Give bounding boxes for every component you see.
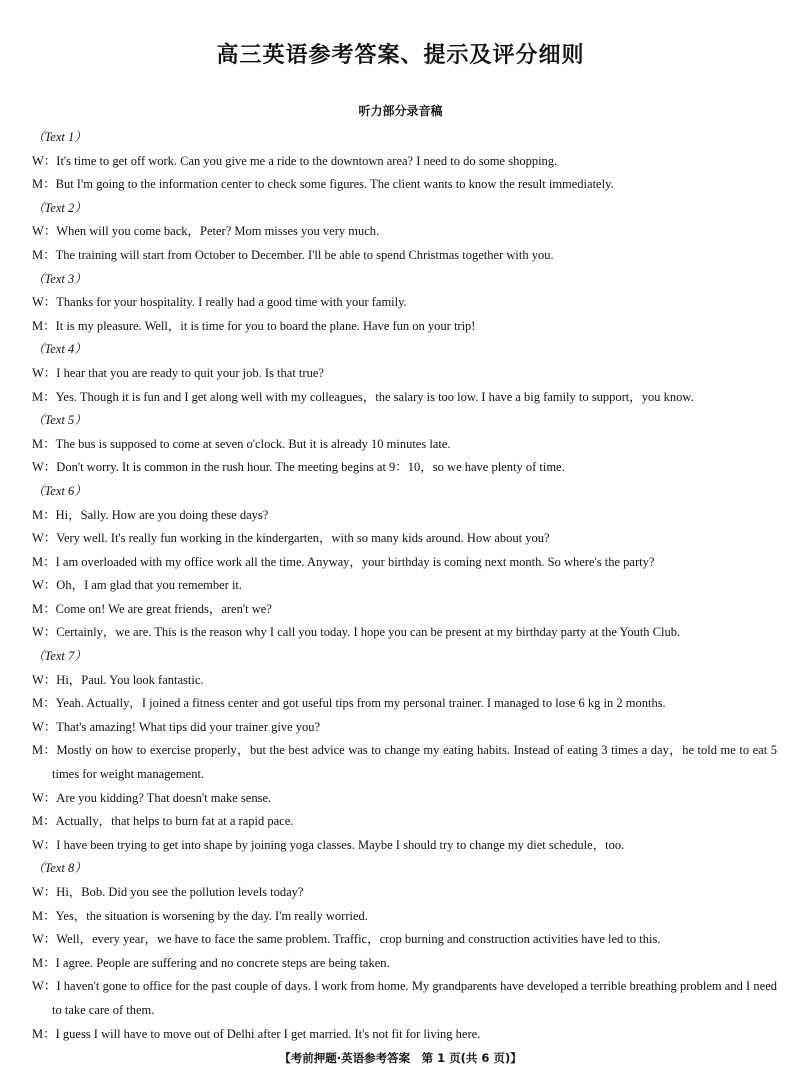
text-label: （Text 6） bbox=[32, 483, 87, 498]
text-label: （Text 3） bbox=[32, 271, 87, 286]
dialog-line: M：I am overloaded with my office work all the time. Anyway，your birthday is coming next month. So where's the party? bbox=[32, 554, 655, 569]
dialog-line: M：The bus is supposed to come at seven o'clock. But it is already 10 minutes late. bbox=[32, 436, 451, 451]
dialog-line: W：Very well. It's really fun working in the kindergarten，with so many kids around. How about you? bbox=[32, 531, 550, 546]
dialog-line: W：Well，every year，we have to face the same problem. Traffic，crop burning and construction activities have led to this. bbox=[32, 932, 661, 947]
dialog-line: M：Yeah. Actually，I joined a fitness center and got useful tips from my personal trainer. I managed to lose 6 kg in 2 months. bbox=[32, 696, 666, 711]
dialog-line: M：Yes，the situation is worsening by the day. I'm really worried. bbox=[32, 908, 368, 923]
dialog-line: W：Hi，Paul. You look fantastic. bbox=[32, 672, 204, 687]
text-label: （Text 2） bbox=[32, 200, 87, 215]
dialog-line: W：When will you come back，Peter? Mom misses you very much. bbox=[32, 224, 380, 239]
dialog-line: W：Don't worry. It is common in the rush hour. The meeting begins at 9：10，so we have plenty of time. bbox=[32, 460, 565, 475]
text-label: （Text 8） bbox=[32, 861, 87, 876]
dialog-line: W：That's amazing! What tips did your trainer give you? bbox=[32, 719, 321, 734]
text-label: （Text 1） bbox=[32, 130, 87, 144]
section-subtitle: 听力部分录音稿 bbox=[358, 104, 443, 118]
text-label: （Text 7） bbox=[32, 649, 87, 664]
dialog-line: W：I have been trying to get into shape by joining yoga classes. Maybe I should try to change my diet schedule，too. bbox=[32, 837, 625, 852]
dialog-line: W：I hear that you are ready to quit your job. Is that true? bbox=[32, 365, 324, 380]
text-label: （Text 5） bbox=[32, 413, 87, 428]
dialog-line: M：Come on! We are great friends，aren't we? bbox=[32, 601, 272, 616]
dialog-line: M：The training will start from October to December. I'll be able to spend Christmas together with you. bbox=[32, 247, 554, 262]
dialog-line: W：Certainly，we are. This is the reason why I call you today. I hope you can be present at my birthday party at the Youth Club. bbox=[32, 625, 681, 640]
dialog-line: W：Oh，I am glad that you remember it. bbox=[32, 578, 243, 593]
transcript-body bbox=[32, 126, 777, 1046]
dialog-line: W：Hi，Bob. Did you see the pollution levels today? bbox=[32, 885, 304, 899]
page-footer: 【考前押题·英语参考答案 第 1 页(共 6 页)】 bbox=[279, 1051, 522, 1065]
dialog-line: M：Mostly on how to exercise properly，but the best advice was to change my eating habits. Instead of eating 3 times a day，he told me to eat 5 times for weight management. bbox=[32, 743, 777, 782]
dialog-line: W：I haven't gone to office for the past couple of days. I work from home. My grandparents have developed a terrible breathing problem and I need to take care of them. bbox=[32, 979, 777, 1017]
document-title: 高三英语参考答案、提示及评分细则 bbox=[216, 43, 585, 68]
dialog-line: M：I guess I will have to move out of Delhi after I get married. It's not fit for living here. bbox=[32, 1026, 481, 1041]
text-label: （Text 4） bbox=[32, 342, 87, 357]
dialog-line: M：Actually，that helps to burn fat at a rapid pace. bbox=[32, 814, 294, 829]
dialog-line: W：Thanks for your hospitality. I really had a good time with your family. bbox=[32, 295, 407, 310]
dialog-line: W：It's time to get off work. Can you give me a ride to the downtown area? I need to do some shopping. bbox=[32, 153, 558, 168]
dialog-line: M：But I'm going to the information center to check some figures. The client wants to know the result immediately. bbox=[32, 177, 614, 192]
dialog-line: W：Are you kidding? That doesn't make sense. bbox=[32, 790, 272, 805]
dialog-line: M：I agree. People are suffering and no concrete steps are being taken. bbox=[32, 955, 390, 970]
dialog-line: M：Hi，Sally. How are you doing these days? bbox=[32, 507, 269, 522]
dialog-line: M：It is my pleasure. Well，it is time for you to board the plane. Have fun on your trip! bbox=[32, 318, 476, 333]
dialog-line: M：Yes. Though it is fun and I get along well with my colleagues，the salary is too low. I have a big family to support，you know. bbox=[32, 389, 694, 404]
